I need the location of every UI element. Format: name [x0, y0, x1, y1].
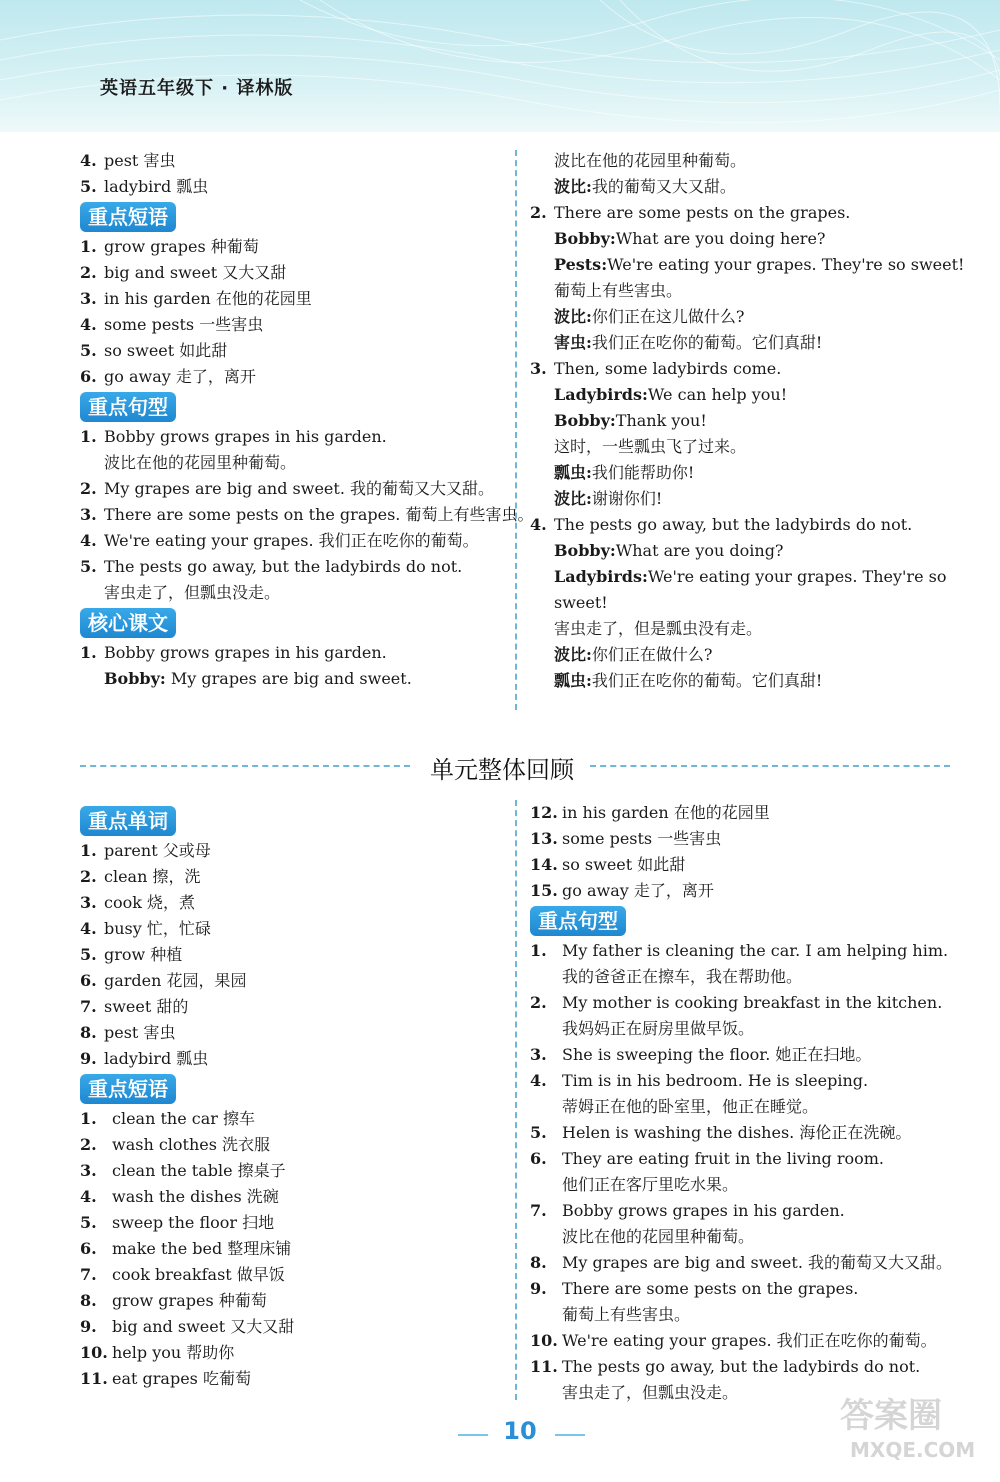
item-number: 13. [530, 829, 558, 848]
item-number: 4. [80, 531, 97, 550]
list-item [530, 878, 970, 904]
item-number: 9. [80, 1317, 97, 1336]
item-text: sweep the floor 扫地 [112, 1213, 275, 1232]
list-item [80, 312, 500, 338]
dialogue-line [530, 330, 970, 356]
list-item [80, 890, 500, 916]
item-text: pest 害虫 [104, 1023, 176, 1042]
top-left-column [80, 148, 534, 692]
item-number: 2. [80, 1135, 97, 1154]
item-number: 2. [80, 479, 97, 498]
dialogue-line [530, 668, 970, 694]
item-text: sweet 甜的 [104, 997, 189, 1016]
item-text: They are eating fruit in the living room. [562, 1149, 884, 1168]
item-text: Bobby grows grapes in his garden. [562, 1201, 845, 1220]
item-text: My mother is cooking breakfast in the kitchen. [562, 993, 943, 1012]
item-number: 11. [80, 1369, 108, 1388]
list-item [530, 938, 970, 964]
speaker-label: Pests: [554, 255, 608, 274]
dialogue-line [530, 174, 970, 200]
phrase-list-tail [530, 800, 970, 904]
item-text: big and sweet 又大又甜 [104, 263, 287, 282]
item-number: 10. [80, 1343, 108, 1362]
bottom-right-column [530, 800, 970, 1406]
dialogue-line [530, 356, 970, 382]
dialogue-text: 我们正在吃你的葡萄。它们真甜! [591, 671, 823, 690]
item-text: go away 走了，离开 [562, 881, 714, 900]
item-number: 6. [80, 971, 97, 990]
watermark-url: MXQE.COM [850, 1438, 976, 1462]
dialogue-text: We can help you! [647, 385, 788, 404]
dialogue-text: What are you doing here? [615, 229, 826, 248]
dialogue-line [530, 590, 970, 616]
item-number: 3. [80, 505, 97, 524]
list-item-translation: 害虫走了，但瓢虫没走。 [104, 583, 281, 602]
item-number: 4. [80, 315, 97, 334]
item-text: Tim is in his bedroom. He is sleeping. [562, 1071, 869, 1090]
dialogue-text: 我的葡萄又大又甜。 [591, 177, 736, 196]
list-item [80, 1020, 500, 1046]
speaker-label: 瓢虫: [554, 463, 592, 482]
dialogue-line [530, 200, 970, 226]
dialogue-line [530, 226, 970, 252]
item-text: make the bed 整理床铺 [112, 1239, 292, 1258]
section-tag-sentences: 重点句型 [80, 392, 176, 422]
item-number: 14. [530, 855, 558, 874]
speaker-label: 波比: [554, 307, 592, 326]
dialogue-text: There are some pests on the grapes. [554, 203, 851, 222]
item-number: 7. [530, 1201, 547, 1220]
section-tag-sentences: 重点句型 [530, 906, 626, 936]
dialogue-text: 这时，一些瓢虫飞了过来。 [554, 437, 747, 456]
phrase-list [80, 234, 500, 390]
item-text: wash the dishes 洗碗 [112, 1187, 279, 1206]
list-item [80, 1132, 500, 1158]
item-text: Bobby grows grapes in his garden. [104, 427, 387, 446]
list-item [80, 942, 500, 968]
dialogue-text: Thank you! [615, 411, 707, 430]
item-number: 5. [80, 1213, 97, 1232]
section-tag-phrases: 重点短语 [80, 1074, 176, 1104]
dialogue-line [530, 278, 970, 304]
dialogue-line [530, 564, 970, 590]
dialogue-text: 葡萄上有些害虫。 [554, 281, 683, 300]
list-item [80, 1184, 500, 1210]
list-item-translation: 害虫走了，但瓢虫没走。 [562, 1383, 739, 1402]
list-item-translation: 葡萄上有些害虫。 [562, 1305, 691, 1324]
dialogue-line [530, 486, 970, 512]
list-item-translation: 波比在他的花园里种葡萄。 [562, 1227, 755, 1246]
item-number: 8. [80, 1291, 97, 1310]
list-item [530, 1146, 970, 1172]
item-number: 5. [80, 557, 97, 576]
header-decoration-icon [0, 0, 1000, 132]
list-item: 1. Bobby grows grapes in his garden. [80, 643, 387, 662]
speaker-label: 波比: [554, 489, 592, 508]
dialogue-text: The pests go away, but the ladybirds do not. [554, 515, 913, 534]
item-text: eat grapes 吃葡萄 [112, 1369, 251, 1388]
item-number: 10. [530, 1331, 558, 1350]
list-item [80, 286, 500, 312]
item-number: 3. [530, 359, 547, 378]
list-item [530, 1328, 970, 1354]
dialogue-line [530, 148, 970, 174]
dialogue-line [530, 538, 970, 564]
item-number: 7. [80, 997, 97, 1016]
item-text: so sweet 如此甜 [104, 341, 228, 360]
item-text: parent 父或母 [104, 841, 211, 860]
section-heading-text: 单元整体回顾 [430, 756, 574, 784]
item-number: 8. [80, 1023, 97, 1042]
item-text: clean the table 擦桌子 [112, 1161, 286, 1180]
dialogue-text: We're eating your grapes. They're so sweet! [607, 255, 965, 274]
item-text: pest 害虫 [104, 151, 176, 170]
item-number: 8. [530, 1253, 547, 1272]
book-title: 英语五年级下 · 译林版 [100, 78, 294, 99]
item-text: busy 忙，忙碌 [104, 919, 211, 938]
vocab-list-tail [80, 148, 500, 200]
item-number: 5. [80, 341, 97, 360]
item-text: big and sweet 又大又甜 [112, 1317, 295, 1336]
dialogue-text: 你们正在这儿做什么? [591, 307, 745, 326]
list-item [80, 364, 500, 390]
list-item-translation: 蒂姆正在他的卧室里，他正在睡觉。 [562, 1097, 819, 1116]
list-item [80, 1340, 500, 1366]
list-item [80, 1262, 500, 1288]
top-right-column [530, 148, 970, 694]
item-number: 3. [80, 1161, 97, 1180]
list-item-translation: 他们正在客厅里吃水果。 [562, 1175, 739, 1194]
item-number: 9. [80, 1049, 97, 1068]
list-item [80, 424, 500, 450]
dialogue-line [530, 512, 970, 538]
watermark-logo: 答案圈 [840, 1396, 942, 1436]
item-number: 12. [530, 803, 558, 822]
list-item [530, 1120, 970, 1146]
item-text: garden 花园，果园 [104, 971, 247, 990]
list-item [80, 528, 500, 554]
speaker-label: 波比: [554, 645, 592, 664]
dialogue-line [530, 382, 970, 408]
sentence-list [530, 938, 970, 1406]
divider [80, 765, 410, 767]
dialogue-text: What are you doing? [615, 541, 784, 560]
item-number: 6. [530, 1149, 547, 1168]
item-number: 1. [80, 1109, 97, 1128]
item-text: some pests 一些害虫 [562, 829, 722, 848]
list-item [80, 1106, 500, 1132]
item-text: help you 帮助你 [112, 1343, 235, 1362]
item-number: 5. [80, 945, 97, 964]
item-text: grow grapes 种葡萄 [112, 1291, 267, 1310]
item-text: ladybird 瓢虫 [104, 177, 209, 196]
item-text: clean 擦，洗 [104, 867, 201, 886]
list-item [80, 1366, 500, 1392]
list-item [530, 1250, 970, 1276]
speaker-label: 波比: [554, 177, 592, 196]
item-text: wash clothes 洗衣服 [112, 1135, 271, 1154]
column-divider [515, 800, 517, 1400]
item-number: 1. [80, 427, 97, 446]
bottom-left-column [80, 804, 500, 1392]
list-item-translation: 波比在他的花园里种葡萄。 [104, 453, 297, 472]
item-text: The pests go away, but the ladybirds do not. [562, 1357, 921, 1376]
item-text: in his garden 在他的花园里 [104, 289, 312, 308]
item-number: 6. [80, 367, 97, 386]
item-text: ladybird 瓢虫 [104, 1049, 209, 1068]
item-number: 7. [80, 1265, 97, 1284]
item-number: 1. [80, 237, 97, 256]
item-number: 4. [80, 1187, 97, 1206]
item-number: 2. [80, 867, 97, 886]
item-number: 3. [80, 289, 97, 308]
list-item [530, 1042, 970, 1068]
item-number: 6. [80, 1239, 97, 1258]
item-text: Helen is washing the dishes. 海伦正在洗碗。 [562, 1123, 912, 1142]
list-item [80, 234, 500, 260]
item-text: go away 走了，离开 [104, 367, 256, 386]
item-text: so sweet 如此甜 [562, 855, 686, 874]
list-item [530, 990, 970, 1016]
dialogue-text: 害虫走了，但是瓢虫没有走。 [554, 619, 763, 638]
list-item [80, 1210, 500, 1236]
dialogue-line [530, 252, 970, 278]
column-divider [515, 150, 517, 710]
section-tag-text: 核心课文 [80, 608, 176, 638]
page-header [0, 0, 1000, 132]
list-item [80, 838, 500, 864]
dialogue-list [530, 148, 970, 694]
phrase-list [80, 1106, 500, 1392]
speaker-label: Ladybirds: [554, 385, 648, 404]
dialogue-line [530, 616, 970, 642]
speaker-label: Bobby: [554, 541, 616, 560]
list-item-translation: 我的爸爸正在擦车，我在帮助他。 [562, 967, 803, 986]
item-number: 4. [80, 919, 97, 938]
list-item [80, 174, 500, 200]
item-number: 4. [530, 515, 547, 534]
dialogue-text: 谢谢你们! [591, 489, 663, 508]
list-item [80, 1046, 500, 1072]
item-number: 1. [80, 841, 97, 860]
section-tag-phrases: 重点短语 [80, 202, 176, 232]
item-text: My grapes are big and sweet. 我的葡萄又大又甜。 [562, 1253, 952, 1272]
list-item [80, 554, 500, 580]
list-item [530, 1198, 970, 1224]
dialogue-text: sweet! [554, 593, 608, 612]
item-number: 5. [80, 177, 97, 196]
item-text: My grapes are big and sweet. 我的葡萄又大又甜。 [104, 479, 494, 498]
item-number: 3. [80, 893, 97, 912]
list-item [530, 1068, 970, 1094]
dialogue-text: We're eating your grapes. They're so [647, 567, 947, 586]
list-item [80, 260, 500, 286]
item-text: some pests 一些害虫 [104, 315, 264, 334]
list-item: Bobby: My grapes are big and sweet. [104, 669, 412, 688]
page-number: 10 [503, 1417, 537, 1445]
dialogue-line [530, 460, 970, 486]
list-item [530, 800, 970, 826]
sentence-list [80, 424, 534, 606]
item-text: clean the car 擦车 [112, 1109, 256, 1128]
dialogue-text: 你们正在做什么? [591, 645, 713, 664]
list-item [80, 338, 500, 364]
item-text: She is sweeping the floor. 她正在扫地。 [562, 1045, 872, 1064]
speaker-label: Ladybirds: [554, 567, 648, 586]
list-item [530, 852, 970, 878]
dialogue-line [530, 408, 970, 434]
item-text: cook breakfast 做早饭 [112, 1265, 285, 1284]
list-item [530, 1354, 970, 1380]
dialogue-text: 我们能帮助你! [591, 463, 695, 482]
item-number: 4. [80, 151, 97, 170]
dialogue-line [530, 642, 970, 668]
dialogue-line [530, 434, 970, 460]
section-tag-words: 重点单词 [80, 806, 176, 836]
item-number: 2. [530, 203, 547, 222]
item-text: in his garden 在他的花园里 [562, 803, 770, 822]
item-text: There are some pests on the grapes. [562, 1279, 859, 1298]
list-item [80, 148, 500, 174]
list-item [80, 1314, 500, 1340]
item-number: 3. [530, 1045, 547, 1064]
item-number: 9. [530, 1279, 547, 1298]
section-heading [0, 750, 1000, 784]
item-number: 5. [530, 1123, 547, 1142]
list-item [80, 994, 500, 1020]
item-text: grow grapes 种葡萄 [104, 237, 259, 256]
item-text: cook 烧，煮 [104, 893, 196, 912]
list-item [80, 968, 500, 994]
item-number: 4. [530, 1071, 547, 1090]
list-item [80, 1158, 500, 1184]
item-number: 1. [530, 941, 547, 960]
item-text: The pests go away, but the ladybirds do not. [104, 557, 463, 576]
item-text: There are some pests on the grapes. 葡萄上有些害虫。 [104, 505, 534, 524]
list-item [80, 476, 500, 502]
list-item [80, 1288, 500, 1314]
page-number-line [555, 1434, 585, 1436]
list-item-translation: 我妈妈正在厨房里做早饭。 [562, 1019, 755, 1038]
item-number: 2. [530, 993, 547, 1012]
list-item [80, 502, 534, 528]
dialogue-text: 波比在他的花园里种葡萄。 [554, 151, 747, 170]
item-text: My father is cleaning the car. I am helping him. [562, 941, 949, 960]
list-item [80, 864, 500, 890]
divider [590, 765, 950, 767]
list-item [530, 826, 970, 852]
list-item [80, 1236, 500, 1262]
speaker-label: 害虫: [554, 333, 592, 352]
speaker-label: Bobby: [554, 411, 616, 430]
speaker-label: Bobby: [554, 229, 616, 248]
item-text: We're eating your grapes. 我们正在吃你的葡萄。 [104, 531, 479, 550]
item-text: grow 种植 [104, 945, 183, 964]
dialogue-line [530, 304, 970, 330]
vocab-list [80, 838, 500, 1072]
speaker-label: 瓢虫: [554, 671, 592, 690]
watermark [820, 1388, 990, 1468]
dialogue-text: 我们正在吃你的葡萄。它们真甜! [591, 333, 823, 352]
item-number: 2. [80, 263, 97, 282]
item-number: 11. [530, 1357, 558, 1376]
item-number: 15. [530, 881, 558, 900]
list-item [530, 1276, 970, 1302]
dialogue-text: Then, some ladybirds come. [554, 359, 782, 378]
item-text: We're eating your grapes. 我们正在吃你的葡萄。 [562, 1331, 937, 1350]
list-item [80, 916, 500, 942]
